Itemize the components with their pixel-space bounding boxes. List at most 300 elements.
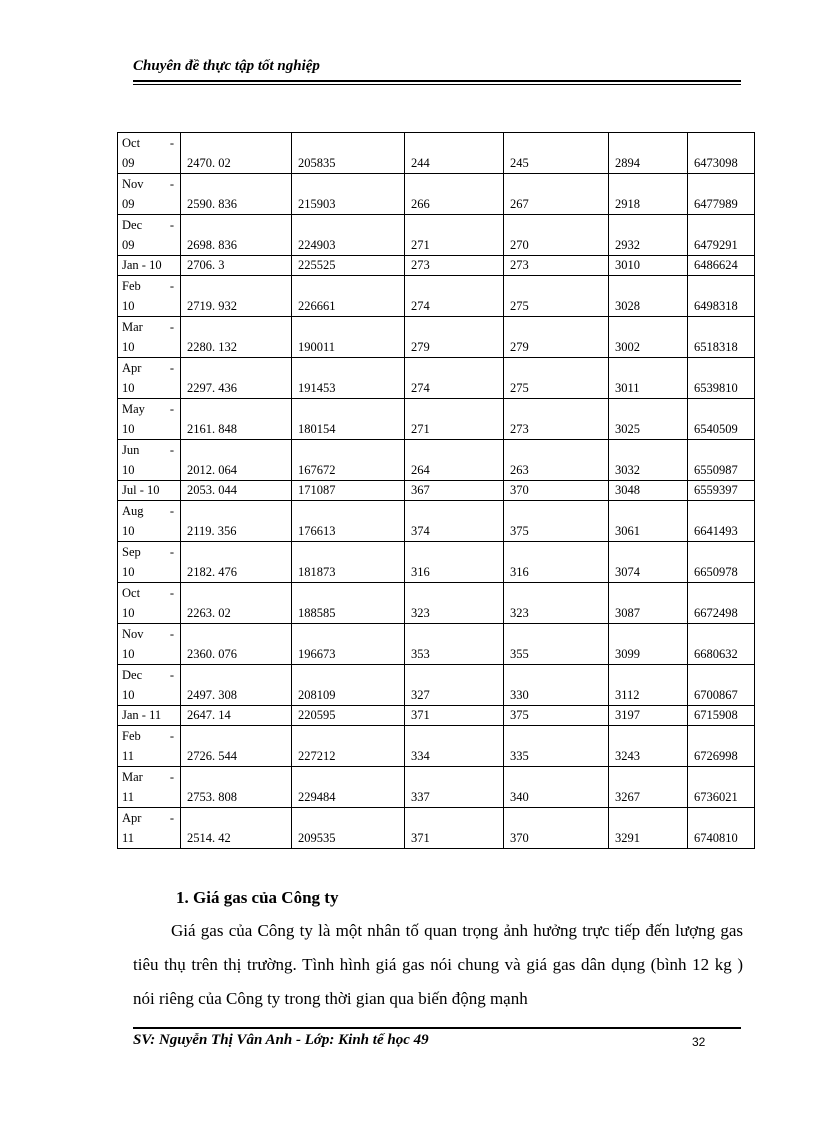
value-cell-c3	[405, 133, 504, 174]
cell-value: 2698. 836	[187, 238, 237, 252]
value-cell-c3	[405, 481, 504, 501]
value-cell-c5	[609, 399, 688, 440]
value-cell-c6	[688, 358, 755, 399]
value-cell-c2	[292, 256, 405, 276]
cell-value: 273	[510, 258, 529, 272]
cell-value: 2161. 848	[187, 422, 237, 436]
value-cell-c4	[504, 726, 609, 767]
cell-value: 6715908	[694, 708, 738, 722]
value-cell-c1	[181, 276, 292, 317]
cell-value: 3010	[615, 258, 640, 272]
cell-value: 274	[411, 381, 430, 395]
value-cell-c5	[609, 215, 688, 256]
value-cell-c3	[405, 767, 504, 808]
period-cell	[118, 276, 181, 317]
cell-value: 2918	[615, 197, 640, 211]
cell-value: 190011	[298, 340, 336, 354]
value-cell-c6	[688, 624, 755, 665]
period-dash: -	[169, 811, 174, 825]
value-cell-c6	[688, 767, 755, 808]
value-cell-c2	[292, 726, 405, 767]
period-cell	[118, 706, 181, 726]
period-month: Oct	[122, 586, 141, 600]
cell-value: 270	[510, 238, 529, 252]
cell-value: 220595	[298, 708, 336, 722]
value-cell-c6	[688, 440, 755, 481]
value-cell-c6	[688, 706, 755, 726]
cell-value: 6559397	[694, 483, 738, 497]
value-cell-c5	[609, 808, 688, 849]
cell-value: 3112	[615, 688, 640, 702]
value-cell-c2	[292, 440, 405, 481]
table-row	[118, 174, 755, 215]
cell-value: 2497. 308	[187, 688, 237, 702]
period-year: 10	[122, 422, 135, 436]
period-dash: -	[169, 770, 174, 784]
cell-value: 2470. 02	[187, 156, 231, 170]
value-cell-c6	[688, 726, 755, 767]
cell-value: 205835	[298, 156, 336, 170]
period-year: 10	[122, 340, 135, 354]
footer-divider	[133, 1027, 741, 1029]
value-cell-c1	[181, 501, 292, 542]
value-cell-c1	[181, 215, 292, 256]
cell-value: 181873	[298, 565, 336, 579]
period-month: Dec	[122, 668, 143, 682]
footer-author: SV: Nguyễn Thị Vân Anh - Lớp: Kinh tế học 49	[133, 1032, 429, 1048]
cell-value: 225525	[298, 258, 336, 272]
period-month: Nov	[122, 177, 144, 191]
value-cell-c4	[504, 501, 609, 542]
value-cell-c5	[609, 665, 688, 706]
cell-value: 6740810	[694, 831, 738, 845]
period-dash: -	[169, 545, 174, 559]
period-year: 11	[122, 831, 135, 845]
cell-value: 3032	[615, 463, 640, 477]
value-cell-c5	[609, 501, 688, 542]
cell-value: 188585	[298, 606, 336, 620]
period-cell	[118, 256, 181, 276]
cell-value: 6486624	[694, 258, 738, 272]
period-dash: -	[169, 627, 174, 641]
value-cell-c5	[609, 767, 688, 808]
value-cell-c6	[688, 317, 755, 358]
value-cell-c3	[405, 624, 504, 665]
period-cell	[118, 624, 181, 665]
value-cell-c4	[504, 706, 609, 726]
cell-value: 271	[411, 238, 430, 252]
value-cell-c1	[181, 174, 292, 215]
period-year: 10	[122, 299, 135, 313]
cell-value: 2753. 808	[187, 790, 237, 804]
period-dash: -	[169, 668, 174, 682]
period-year: 10	[122, 463, 135, 477]
period-label: Jan - 10	[122, 258, 162, 272]
cell-value: 227212	[298, 749, 336, 763]
value-cell-c4	[504, 133, 609, 174]
cell-value: 3243	[615, 749, 640, 763]
period-year: 09	[122, 197, 135, 211]
value-cell-c6	[688, 665, 755, 706]
value-cell-c3	[405, 276, 504, 317]
period-cell	[118, 767, 181, 808]
cell-value: 2297. 436	[187, 381, 237, 395]
value-cell-c3	[405, 174, 504, 215]
cell-value: 2182. 476	[187, 565, 237, 579]
cell-value: 6700867	[694, 688, 738, 702]
value-cell-c4	[504, 542, 609, 583]
value-cell-c1	[181, 624, 292, 665]
cell-value: 6518318	[694, 340, 738, 354]
value-cell-c1	[181, 481, 292, 501]
cell-value: 3267	[615, 790, 640, 804]
period-label: Jan - 11	[122, 708, 162, 722]
cell-value: 6479291	[694, 238, 738, 252]
value-cell-c6	[688, 399, 755, 440]
table-row	[118, 133, 755, 174]
cell-value: 355	[510, 647, 529, 661]
table-row	[118, 215, 755, 256]
cell-value: 2894	[615, 156, 640, 170]
table-row	[118, 726, 755, 767]
cell-value: 263	[510, 463, 529, 477]
cell-value: 316	[510, 565, 529, 579]
period-month: Oct	[122, 136, 141, 150]
value-cell-c2	[292, 317, 405, 358]
cell-value: 2514. 42	[187, 831, 231, 845]
cell-value: 6477989	[694, 197, 738, 211]
value-cell-c1	[181, 317, 292, 358]
cell-value: 2119. 356	[187, 524, 237, 538]
period-month: Nov	[122, 627, 144, 641]
cell-value: 245	[510, 156, 529, 170]
cell-value: 180154	[298, 422, 336, 436]
value-cell-c4	[504, 256, 609, 276]
cell-value: 337	[411, 790, 430, 804]
value-cell-c2	[292, 133, 405, 174]
cell-value: 353	[411, 647, 430, 661]
value-cell-c2	[292, 215, 405, 256]
page-header-title: Chuyên đề thực tập tốt nghiệp	[133, 58, 320, 74]
cell-value: 6680632	[694, 647, 738, 661]
table-row	[118, 276, 755, 317]
cell-value: 335	[510, 749, 529, 763]
value-cell-c6	[688, 481, 755, 501]
period-cell	[118, 358, 181, 399]
value-cell-c4	[504, 399, 609, 440]
cell-value: 2590. 836	[187, 197, 237, 211]
cell-value: 2726. 544	[187, 749, 237, 763]
table-row	[118, 440, 755, 481]
data-table	[117, 132, 755, 849]
value-cell-c5	[609, 624, 688, 665]
table-row	[118, 583, 755, 624]
value-cell-c1	[181, 726, 292, 767]
cell-value: 370	[510, 483, 529, 497]
period-year: 09	[122, 156, 135, 170]
table-row	[118, 706, 755, 726]
value-cell-c5	[609, 726, 688, 767]
cell-value: 3291	[615, 831, 640, 845]
period-month: Mar	[122, 320, 143, 334]
value-cell-c2	[292, 583, 405, 624]
value-cell-c5	[609, 542, 688, 583]
value-cell-c1	[181, 133, 292, 174]
cell-value: 3002	[615, 340, 640, 354]
cell-value: 371	[411, 831, 430, 845]
period-year: 10	[122, 565, 135, 579]
value-cell-c3	[405, 317, 504, 358]
value-cell-c2	[292, 358, 405, 399]
value-cell-c4	[504, 767, 609, 808]
cell-value: 3197	[615, 708, 640, 722]
period-cell	[118, 317, 181, 358]
period-month: May	[122, 402, 145, 416]
value-cell-c4	[504, 317, 609, 358]
period-month: Mar	[122, 770, 143, 784]
value-cell-c4	[504, 215, 609, 256]
cell-value: 323	[510, 606, 529, 620]
period-dash: -	[169, 443, 174, 457]
value-cell-c6	[688, 215, 755, 256]
cell-value: 334	[411, 749, 430, 763]
value-cell-c3	[405, 726, 504, 767]
period-cell	[118, 665, 181, 706]
value-cell-c2	[292, 706, 405, 726]
period-year: 10	[122, 606, 135, 620]
cell-value: 2053. 044	[187, 483, 237, 497]
cell-value: 371	[411, 708, 430, 722]
period-year: 10	[122, 647, 135, 661]
value-cell-c6	[688, 583, 755, 624]
cell-value: 370	[510, 831, 529, 845]
value-cell-c6	[688, 276, 755, 317]
cell-value: 191453	[298, 381, 336, 395]
value-cell-c2	[292, 767, 405, 808]
header-divider-thin	[133, 84, 741, 85]
value-cell-c6	[688, 808, 755, 849]
section-heading: 1. Giá gas của Công ty	[176, 888, 339, 907]
period-month: Feb	[122, 279, 141, 293]
value-cell-c5	[609, 481, 688, 501]
cell-value: 196673	[298, 647, 336, 661]
period-cell	[118, 542, 181, 583]
cell-value: 275	[510, 299, 529, 313]
period-year: 11	[122, 790, 135, 804]
cell-value: 3061	[615, 524, 640, 538]
cell-value: 244	[411, 156, 430, 170]
value-cell-c2	[292, 276, 405, 317]
period-cell	[118, 174, 181, 215]
period-year: 10	[122, 524, 135, 538]
value-cell-c4	[504, 665, 609, 706]
value-cell-c3	[405, 583, 504, 624]
value-cell-c6	[688, 256, 755, 276]
cell-value: 3099	[615, 647, 640, 661]
cell-value: 3011	[615, 381, 640, 395]
table-row	[118, 358, 755, 399]
cell-value: 6540509	[694, 422, 738, 436]
cell-value: 266	[411, 197, 430, 211]
value-cell-c1	[181, 665, 292, 706]
value-cell-c3	[405, 665, 504, 706]
cell-value: 224903	[298, 238, 336, 252]
cell-value: 3028	[615, 299, 640, 313]
value-cell-c3	[405, 256, 504, 276]
cell-value: 3048	[615, 483, 640, 497]
cell-value: 6650978	[694, 565, 738, 579]
body-paragraph: Giá gas của Công ty là một nhân tố quan trọng ảnh hưởng trực tiếp đến lượng gas tiêu thụ trên thị trường. Tình hình giá gas nói chung và giá gas dân dụng (bình 12 kg ) nói riêng của Công ty trong thời gian qua biến động mạnh	[133, 921, 743, 1008]
cell-value: 316	[411, 565, 430, 579]
value-cell-c1	[181, 440, 292, 481]
cell-value: 215903	[298, 197, 336, 211]
cell-value: 279	[510, 340, 529, 354]
cell-value: 2012. 064	[187, 463, 237, 477]
value-cell-c6	[688, 501, 755, 542]
cell-value: 3074	[615, 565, 640, 579]
cell-value: 229484	[298, 790, 336, 804]
cell-value: 2706. 3	[187, 258, 225, 272]
value-cell-c5	[609, 440, 688, 481]
value-cell-c5	[609, 174, 688, 215]
table-row	[118, 542, 755, 583]
cell-value: 375	[510, 524, 529, 538]
value-cell-c2	[292, 501, 405, 542]
cell-value: 6473098	[694, 156, 738, 170]
value-cell-c2	[292, 174, 405, 215]
value-cell-c2	[292, 808, 405, 849]
value-cell-c3	[405, 215, 504, 256]
value-cell-c3	[405, 706, 504, 726]
value-cell-c3	[405, 399, 504, 440]
page-number: 32	[692, 1035, 706, 1049]
cell-value: 6641493	[694, 524, 738, 538]
value-cell-c2	[292, 399, 405, 440]
cell-value: 264	[411, 463, 430, 477]
value-cell-c4	[504, 174, 609, 215]
value-cell-c4	[504, 440, 609, 481]
cell-value: 323	[411, 606, 430, 620]
cell-value: 2719. 932	[187, 299, 237, 313]
cell-value: 2263. 02	[187, 606, 231, 620]
value-cell-c1	[181, 256, 292, 276]
period-year: 10	[122, 381, 135, 395]
cell-value: 273	[510, 422, 529, 436]
cell-value: 3087	[615, 606, 640, 620]
period-year: 10	[122, 688, 135, 702]
cell-value: 209535	[298, 831, 336, 845]
value-cell-c3	[405, 501, 504, 542]
period-month: Apr	[122, 361, 142, 375]
cell-value: 171087	[298, 483, 336, 497]
value-cell-c4	[504, 276, 609, 317]
value-cell-c3	[405, 542, 504, 583]
value-cell-c1	[181, 767, 292, 808]
value-cell-c1	[181, 542, 292, 583]
period-year: 09	[122, 238, 135, 252]
table-row	[118, 624, 755, 665]
cell-value: 267	[510, 197, 529, 211]
table-row	[118, 481, 755, 501]
period-dash: -	[169, 729, 174, 743]
value-cell-c5	[609, 358, 688, 399]
header-divider	[133, 80, 741, 82]
value-cell-c2	[292, 665, 405, 706]
value-cell-c4	[504, 358, 609, 399]
cell-value: 271	[411, 422, 430, 436]
value-cell-c5	[609, 256, 688, 276]
value-cell-c1	[181, 583, 292, 624]
period-year: 11	[122, 749, 135, 763]
cell-value: 2932	[615, 238, 640, 252]
table-row	[118, 808, 755, 849]
value-cell-c5	[609, 583, 688, 624]
period-month: Jun	[122, 443, 140, 457]
value-cell-c4	[504, 808, 609, 849]
table-row	[118, 256, 755, 276]
cell-value: 2647. 14	[187, 708, 231, 722]
cell-value: 273	[411, 258, 430, 272]
cell-value: 2280. 132	[187, 340, 237, 354]
value-cell-c1	[181, 399, 292, 440]
cell-value: 6550987	[694, 463, 738, 477]
value-cell-c2	[292, 624, 405, 665]
cell-value: 330	[510, 688, 529, 702]
period-label: Jul - 10	[122, 483, 160, 497]
value-cell-c5	[609, 317, 688, 358]
period-dash: -	[169, 320, 174, 334]
period-dash: -	[169, 177, 174, 191]
table-row	[118, 767, 755, 808]
period-dash: -	[169, 586, 174, 600]
cell-value: 274	[411, 299, 430, 313]
value-cell-c4	[504, 583, 609, 624]
value-cell-c6	[688, 542, 755, 583]
cell-value: 367	[411, 483, 430, 497]
period-month: Dec	[122, 218, 143, 232]
cell-value: 327	[411, 688, 430, 702]
period-dash: -	[169, 136, 174, 150]
period-cell	[118, 399, 181, 440]
period-cell	[118, 133, 181, 174]
table-row	[118, 501, 755, 542]
cell-value: 6539810	[694, 381, 738, 395]
value-cell-c1	[181, 706, 292, 726]
value-cell-c1	[181, 808, 292, 849]
period-cell	[118, 583, 181, 624]
value-cell-c6	[688, 174, 755, 215]
cell-value: 226661	[298, 299, 336, 313]
cell-value: 3025	[615, 422, 640, 436]
cell-value: 2360. 076	[187, 647, 237, 661]
value-cell-c2	[292, 542, 405, 583]
period-dash: -	[169, 402, 174, 416]
table-row	[118, 317, 755, 358]
cell-value: 6672498	[694, 606, 738, 620]
value-cell-c3	[405, 808, 504, 849]
period-month: Sep	[122, 545, 141, 559]
cell-value: 176613	[298, 524, 336, 538]
value-cell-c2	[292, 481, 405, 501]
value-cell-c3	[405, 358, 504, 399]
cell-value: 279	[411, 340, 430, 354]
cell-value: 6736021	[694, 790, 738, 804]
period-cell	[118, 215, 181, 256]
table-row	[118, 665, 755, 706]
period-cell	[118, 501, 181, 542]
cell-value: 275	[510, 381, 529, 395]
period-cell	[118, 481, 181, 501]
